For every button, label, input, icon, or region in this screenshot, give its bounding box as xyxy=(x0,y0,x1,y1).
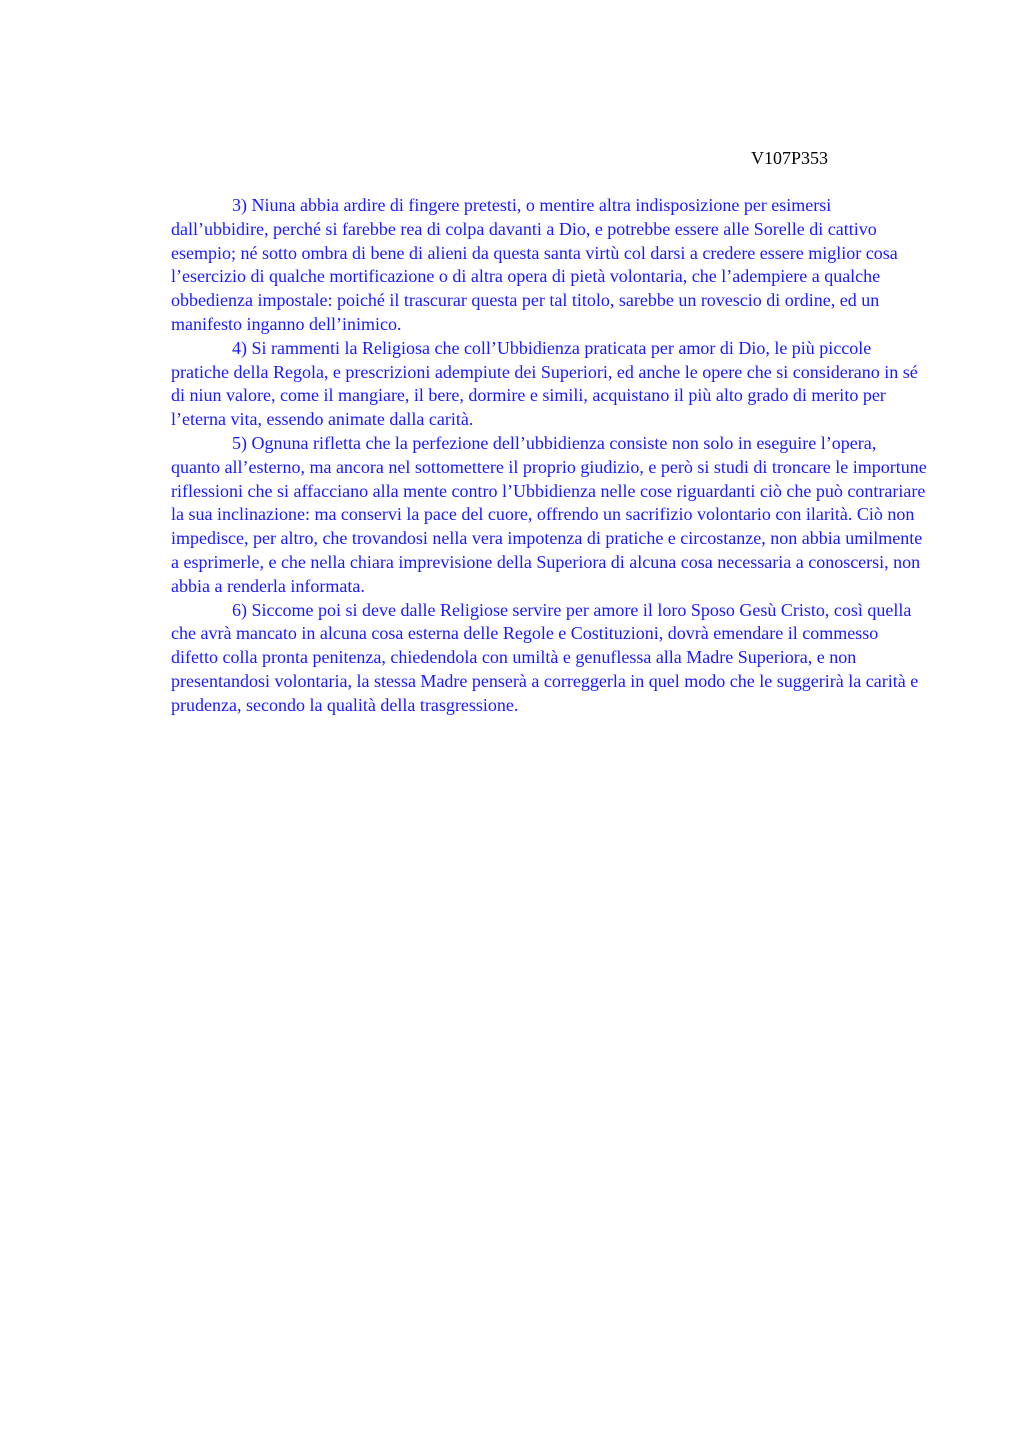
paragraph-6: 6) Siccome poi si deve dalle Religiose servire per amore il loro Sposo Gesù Cristo, così quella che avrà mancato in alcuna cosa esterna delle Regole e Costituzioni, dovrà emendare il commesso difetto colla pronta penitenza, chiedendola con umiltà e genuflessa alla Madre Superiora, e non presentandosi volontaria, la stessa Madre penserà a correggerla in quel modo che le suggerirà la carità e prudenza, secondo la qualità della trasgressione. xyxy=(171,599,919,715)
paragraph-4: 4) Si rammenti la Religiosa che coll’Ubbidienza praticata per amor di Dio, le più piccole pratiche della Regola, e prescrizioni adempiute dei Superiori, ed anche le opere che si considerano in sé di niun valore, come il mangiare, il bere, dormire e simili, acquistano il più alto grado di merito per l’eterna vita, essendo animate dalla carità. xyxy=(171,337,918,430)
page-reference: V107P353 xyxy=(751,148,829,168)
paragraph-5: 5) Ognuna rifletta che la perfezione dell’ubbidienza consiste non solo in eseguire l’opera, quanto all’esterno, ma ancora nel sottomettere il proprio giudizio, e però si studi di troncare le importune riflessioni che si affacciano alla mente contro l’Ubbidienza nelle cose riguardanti ciò che può contrariare la sua inclinazione: ma conservi la pace del cuore, offrendo un sacrifizio volontario con ilarità. Ciò non impedisce, per altro, che trovandosi nella vera impotenza di pratiche e circostanze, non abbia umilmente a esprimerle, e che nella chiara imprevisione della Superiora di alcuna cosa necessaria a conoscersi, non abbia a renderla informata. xyxy=(171,432,927,596)
paragraph-3: 3) Niuna abbia ardire di fingere pretesti, o mentire altra indisposizione per esimersi dall’ubbidire, perché si farebbe rea di colpa davanti a Dio, e potrebbe essere alle Sorelle di cattivo esempio; né sotto ombra di bene di alieni da questa santa virtù col darsi a credere essere miglior cosa l’esercizio di qualche mortificazione o di altra opera di pietà volontaria, che l’adempiere a qualche obbedienza impostale: poiché il trascurar questa per tal titolo, sarebbe un rovescio di ordine, ed un manifesto inganno dell’inimico. xyxy=(171,195,898,334)
document-body xyxy=(171,194,927,718)
